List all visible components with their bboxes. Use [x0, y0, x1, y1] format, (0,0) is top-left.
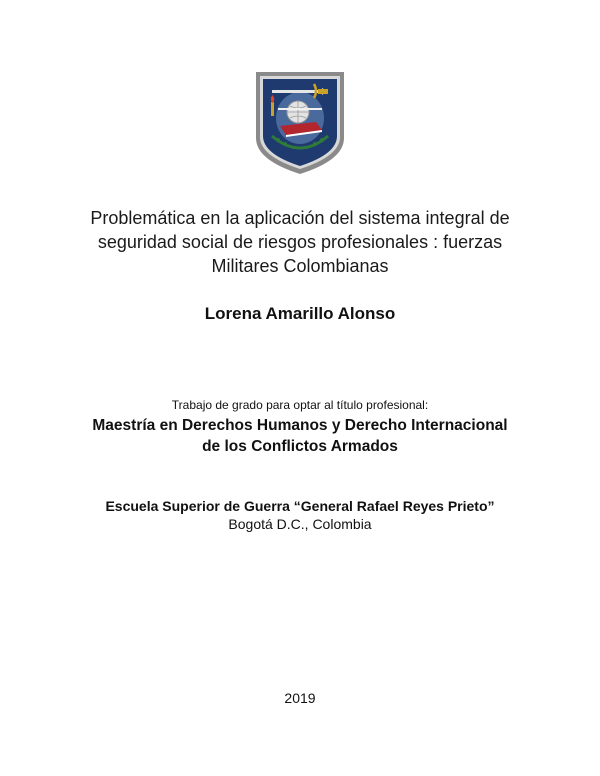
document-title	[40, 206, 560, 278]
title-line: seguridad social de riesgos profesionales : fuerzas	[97, 232, 503, 252]
title-line: Problemática en la aplicación del sistema integral de	[90, 208, 510, 228]
location: Bogotá D.C., Colombia	[228, 516, 372, 532]
degree-line: de los Conflictos Armados	[202, 438, 398, 455]
degree-intro: Trabajo de grado para optar al título profesional:	[171, 398, 429, 412]
degree-title	[40, 415, 560, 457]
institution-name: Escuela Superior de Guerra “General Rafael Reyes Prieto”	[105, 498, 495, 514]
military-school-crest-icon	[252, 68, 348, 178]
year: 2019	[284, 690, 316, 706]
author-name: Lorena Amarillo Alonso	[204, 304, 396, 323]
degree-line: Maestría en Derechos Humanos y Derecho Internacional	[92, 417, 508, 434]
title-line: Militares Colombianas	[211, 256, 389, 276]
